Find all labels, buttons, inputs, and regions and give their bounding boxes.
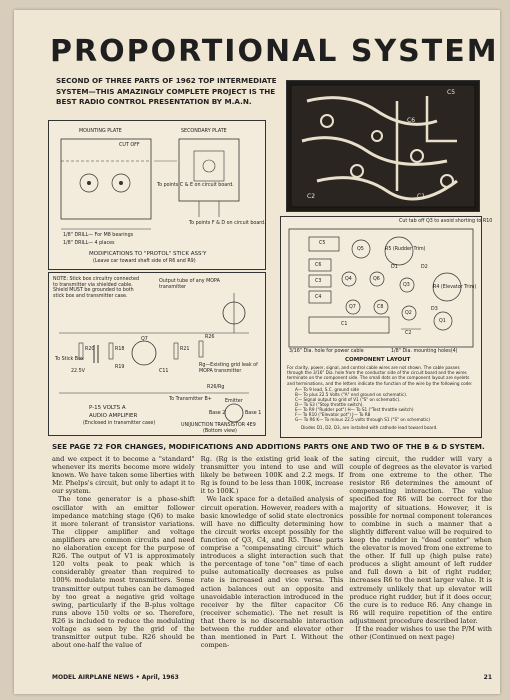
comp-c3: C3 <box>315 279 322 284</box>
rg-label: Rg—Existing grid leak of MOPA transmitter <box>199 363 258 374</box>
r19-label: R19 <box>115 365 125 370</box>
figure-pcb <box>286 80 480 212</box>
drill-note-2: 1/8" DRILL— 4 places <box>63 241 115 246</box>
layout-code-4: E— To R9 ("Rudder pot") H— To S1 ("Test throttle switch) <box>295 407 414 412</box>
layout-code-6: G— To R6 K— To minus 22.5 volts through S1 ("S" on schematic) <box>295 417 431 422</box>
footer-publication: MODEL AIRPLANE NEWS • April, 1963 <box>52 674 179 681</box>
mounting-caption: MODIFICATIONS TO "PROTOL" STICK ASS'Y <box>89 251 207 257</box>
r21-label: R21 <box>180 347 190 352</box>
pcb-drawing <box>287 81 479 211</box>
pcb-label-c2: C2 <box>307 193 316 200</box>
comp-r4: R4 (Elevator Trim) <box>433 285 477 290</box>
layout-notes: For clarity, power, signal, and control cable wires are not shown. The cable passes through the 3/16" Dia. hole from the conductor side of the circuit board and the wires terminate on the component side. The small dots on the component layout are eyelets and terminations, and the letters indicate the function of the wire by the following code: <box>287 365 473 386</box>
layout-code-5: F— To R10 ("Elevator pot") J— To R8 <box>295 412 371 417</box>
to-stick-label: To Stick Box <box>55 357 84 362</box>
article-paragraph: and we expect it to become a "standard" whenever its merits become more widely known. We have taken some liberties with Mr. Phelps's circuit, but only to adapt it to our system. <box>52 455 195 496</box>
article-paragraph: Rg. (Rg is the existing grid leak of the transmitter you intend to use and will likely be between 100K and 2.2 megs. If Rg is found to be less than 100K, increase it to 100K.) <box>200 455 344 496</box>
article-paragraph: sating circuit, the rudder will vary a couple of degrees as the elevator is varied from one extreme to the other. The resistor R6 determines the amount of compensating interaction. The value specified for R6 will be correct for the majority of situations. However, it is possible for normal component tolerances to combine in such a manner that a slightly different value will be required to keep the rudder in "dead center" when the elevator is moved from one extreme to the other. If full up (high pulse rate) produces a slight amount of left rudder and full down a bit of right rudder, increases R6 to the next larger value. It is extremely unlikely that up elevator will produce right rudder, but if it does occur, the cure is to reduce R6. Any change in R6 will require repetition of the entire adjustment procedure described later. <box>349 455 493 625</box>
layout-code-2: C— Signal output to grid of V1 ("S" on schematic). <box>295 397 401 402</box>
base2-label: Base 2 <box>209 411 226 416</box>
uni-sub-caption: (Bottom view) <box>203 429 237 434</box>
layout-foot-right: 1/8" Dia. mounting holes(4) <box>391 349 458 354</box>
comp-c2: C2 <box>405 331 412 336</box>
article-column-1 <box>52 455 195 677</box>
mounting-plates-drawing <box>49 121 265 269</box>
figure-mounting-plates <box>48 120 266 270</box>
c11-label: C11 <box>159 369 169 374</box>
volts-caption: P-15 VOLTS A <box>89 405 126 411</box>
page-title: PROPORTIONAL SYSTEM <box>50 34 499 69</box>
to-trans-label: To Transmitter B+ <box>169 397 212 402</box>
pcb-label-c6: C6 <box>407 117 416 124</box>
output-tube-label: Output tube of any MOPA transmitter <box>159 279 220 290</box>
figure-schematic <box>48 272 266 436</box>
layout-diodes: Diodes D1, D2, D3, are installed with cathode lead toward board. <box>301 425 438 430</box>
audio-sub-caption: (Enclosed in transmitter case) <box>83 421 156 426</box>
v225-label: 22.5V <box>71 369 85 374</box>
comp-c4: C4 <box>315 295 322 300</box>
comp-d3: D3 <box>431 307 438 312</box>
figure-component-layout <box>280 216 493 438</box>
q7-label: Q7 <box>141 337 148 342</box>
article-paragraph: The tone generator is a phase-shift oscillator with an emitter follower impedance matching stage (Q6) to make it more tolerant of transistor variations. The clipper amplifier and voltage amplifiers are common circuits and need no elaboration except for the purpose of R26. The output of V1 is approximately 120 volts peak to peak which is considerably greater than required to 100% modulate most transmitters. Some transmitter output tubes can be damaged by too great a negative grid voltage swing, particularly if the B-plus voltage runs above 150 volts or so. Therefore, R26 is included to reduce the modulating voltage as seen by the grid of the transmitter output tube. R26 should be about one-half the value of <box>52 495 195 650</box>
comp-q5: Q5 <box>357 247 364 252</box>
uni-caption: UNIJUNCTION TRANSISTOR 4E9 <box>181 423 256 428</box>
schematic-note: NOTE: Stick box circuitry connected to transmitter via shielded cable. Shield MUST be grounded to both stick box and transmitter case. <box>53 277 140 299</box>
article-columns <box>52 455 492 677</box>
comp-q1: Q1 <box>439 319 446 324</box>
r26-label: R26 <box>205 335 215 340</box>
layout-foot-left: 3/16" Dia. hole for power cable <box>289 349 364 354</box>
comp-q2: Q2 <box>405 311 412 316</box>
comp-c5: C5 <box>319 241 326 246</box>
pcb-label-c5: C5 <box>447 89 456 96</box>
comp-q3: Q3 <box>403 283 410 288</box>
article-column-2 <box>201 455 344 677</box>
comp-r5: R5 (Rudder Trim) <box>385 247 426 252</box>
comp-c1: C1 <box>341 322 348 327</box>
changes-headline: SEE PAGE 72 FOR CHANGES, MODIFICATIONS AND ADDITIONS PARTS ONE AND TWO OF THE B & D SYSTEM. <box>52 442 485 451</box>
drill-note-1: 1/8" DRILL— For M8 bearings <box>63 233 134 238</box>
article-paragraph: We lack space for a detailed analysis of circuit operation. However, readers with a basic knowledge of solid state electronics will have no difficulty determining how the circuit works except possibly for the function of Q3, C4, and R5. These parts comprise a "compensating circuit" which introduces a slight interaction such that the percentage of tone "on" time of each pulse automatically decreases as pulse rate is increased and vice versa. This action balances out an opposite and unavoidable interaction introduced in the receiver by the filter capacitor C6 (receiver schematic). The net result is that there is no discernable interaction between the rudder and elevator other than mentioned in Part I. Without the compen- <box>200 495 344 650</box>
pcb-label-c1: C1 <box>417 193 426 200</box>
article-column-3 <box>349 455 492 677</box>
mounting-caption-sub: (Leave car toward shaft side of R6 and R9) <box>93 259 196 264</box>
r20-label: R20 <box>85 347 95 352</box>
comp-d2: D2 <box>421 265 428 270</box>
layout-code-0: A— To 9 lead, S.C. ground side <box>295 387 360 392</box>
ref-label: R26/Rg <box>207 385 225 390</box>
magazine-page <box>14 10 500 694</box>
layout-code-1: B— To plus 22.5 Volts ("A" end ground on schematic). <box>295 392 408 397</box>
points-fd-note: To points F & D on circuit board. <box>189 221 266 226</box>
comp-c6: C6 <box>315 263 322 268</box>
comp-q4: Q4 <box>345 277 352 282</box>
layout-caption: COMPONENT LAYOUT <box>345 357 411 363</box>
layout-code-3: D— To S3 ("Stop throttle switch). <box>295 402 364 407</box>
comp-q6: Q6 <box>373 277 380 282</box>
r18-label: R18 <box>115 347 125 352</box>
base1-label: Base 1 <box>245 411 262 416</box>
audio-caption: AUDIO AMPLIFIER <box>89 413 138 419</box>
mounting-plate-label: MOUNTING PLATE <box>79 129 122 134</box>
cut-off-label: CUT OFF <box>119 143 140 148</box>
intro-text: SECOND OF THREE PARTS OF 1962 TOP INTERMEDIATE SYSTEM—THIS AMAZINGLY COMPLETE PROJECT IS THE BEST RADIO CONTROL PRESENTATION BY M.A.N. <box>56 76 277 106</box>
comp-d1: D1 <box>391 265 398 270</box>
points-ce-note: To points C & E on circuit board. <box>157 183 234 188</box>
emitter-label: Emitter <box>225 399 243 404</box>
comp-q7: Q7 <box>349 305 356 310</box>
page-footer <box>52 674 492 681</box>
secondary-plate-label: SECONDARY PLATE <box>181 129 227 134</box>
cut-tab-note: Cut tab off Q3 to avoid shorting to R10 <box>399 219 493 224</box>
page-number: 21 <box>483 674 492 681</box>
comp-c8: C8 <box>377 305 384 310</box>
article-paragraph: If the reader wishes to use the P/M with other (Continued on next page) <box>349 624 493 642</box>
